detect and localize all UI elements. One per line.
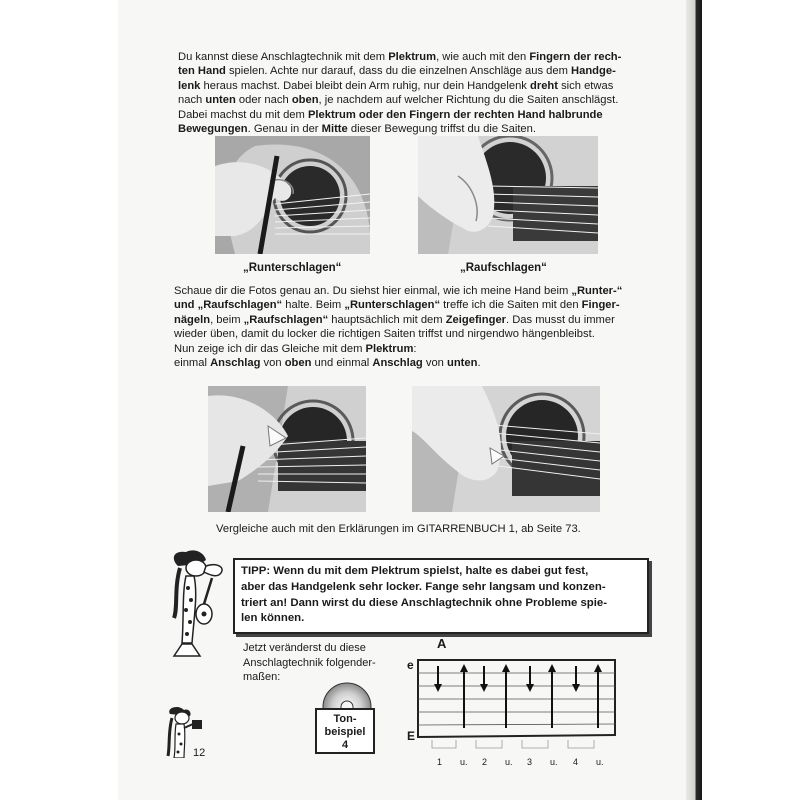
bold-run: „Raufschlagen“ — [243, 313, 329, 326]
bold-run: lenk — [178, 79, 201, 92]
bold-run: Plektrum — [388, 51, 437, 63]
caption-upstroke: „Raufschlagen“ — [460, 262, 547, 274]
bold-run: Anschlag — [210, 357, 261, 370]
strum-down-arrow — [526, 666, 534, 692]
beat-label: 1 — [437, 757, 443, 767]
bold-run: Zeigefinger — [445, 313, 507, 326]
text-line: nägeln, beim „Raufschlagen“ hauptsächlich mit dem Zeigefinger. Das musst du immer — [174, 313, 615, 326]
bold-run: „Runterschlagen“ — [344, 299, 441, 312]
bold-run: oben — [284, 357, 312, 370]
high-string-label: e — [407, 658, 414, 672]
bold-run: dreht — [530, 79, 558, 92]
book-spine-edge — [686, 0, 702, 800]
strum-up-arrow — [594, 664, 602, 728]
low-string-label: E — [407, 729, 416, 743]
reference-note: Vergleiche auch mit den Erklärungen im GITARRENBUCH 1, ab Seite 73. — [216, 523, 581, 535]
text-line: Schaue dir die Fotos genau an. Du siehst hier einmal, wie ich meine Hand beim „Runter-“ — [174, 285, 623, 297]
text-line: Dabei machst du mit dem Plektrum oder den Fingern der rechten Hand halbrunde — [178, 108, 603, 121]
bold-run: Plektrum oder den Fingern der rechten Hand halbrunde — [307, 108, 603, 121]
text-line: einmal Anschlag von oben und einmal Anschlag von unten. — [174, 357, 481, 370]
bold-run: unten — [447, 357, 478, 370]
bold-run: „Runter-“ — [571, 285, 623, 297]
photo-finger-upstroke — [418, 136, 598, 254]
text-line: Bewegungen. Genau in der Mitte dieser Bewegung triffst du die Saiten. — [178, 123, 536, 136]
beat-label: 3 — [527, 757, 533, 767]
text-line: wieder üben, damit du locker die richtigen Saiten triffst und nirgendwo hängenbleibst. — [174, 328, 595, 341]
photo-pick-downstroke — [208, 386, 366, 512]
bold-run: Anschlag — [372, 357, 423, 370]
text-line: lenk heraus machst. Dabei bleibt dein Arm ruhig, nur dein Handgelenk dreht sich etwas — [178, 79, 614, 92]
beat-label: 2 — [482, 757, 488, 767]
bold-run: oben — [291, 94, 319, 107]
beat-label: u. — [550, 757, 558, 767]
beat-label: u. — [596, 757, 604, 767]
bold-run: und „Raufschlagen“ — [174, 299, 283, 312]
guitar-player-mascot-icon — [160, 548, 232, 663]
tip-box — [233, 558, 649, 634]
variation-line: Jetzt veränderst du diese — [243, 642, 366, 654]
photo-finger-downstroke — [215, 136, 370, 254]
beat-label: u. — [505, 757, 513, 767]
bold-run: ten Hand — [178, 65, 226, 78]
beat-label: u. — [460, 757, 468, 767]
text-line: ten Hand spielen. Achte nur darauf, dass du die einzelnen Anschläge aus dem Handge- — [178, 65, 616, 78]
bold-run: Fingern der rech- — [529, 51, 622, 63]
variation-line: maßen: — [243, 671, 281, 683]
variation-intro-text — [243, 641, 376, 685]
text-line: Nun zeige ich dir das Gleiche mit dem Plektrum: — [174, 342, 417, 355]
text-line: nach unten oder nach oben, je nachdem auf welcher Richtung du die Saiten anschlägst. — [178, 94, 619, 107]
chord-label: A — [437, 636, 447, 651]
text-line: Du kannst diese Anschlagtechnik mit dem Plektrum, wie auch mit den Fingern der rech- — [178, 51, 622, 63]
bold-run: Bewegungen — [178, 123, 248, 136]
text-line: und „Raufschlagen“ halte. Beim „Runterschlagen“ treffe ich die Saiten mit den Finger- — [174, 299, 620, 312]
explanation-paragraph — [174, 284, 652, 370]
beat-label: 4 — [573, 757, 579, 767]
strum-down-arrow — [572, 666, 580, 692]
page-number: 12 — [193, 747, 206, 759]
strum-up-arrow — [502, 664, 510, 728]
bold-run: nägeln — [174, 313, 211, 326]
intro-paragraph — [178, 50, 654, 136]
variation-line: Anschlagtechnik folgender- — [243, 656, 376, 669]
caption-downstroke: „Runterschlagen“ — [243, 262, 342, 274]
bold-run: Plektrum — [365, 342, 414, 355]
audio-example-line1: Ton- — [333, 713, 357, 725]
strum-up-arrow — [548, 664, 556, 728]
tip-line: TIPP: Wenn du mit dem Plektrum spielst, halte es dabei gut fest, — [241, 565, 589, 577]
bold-run: Finger- — [581, 299, 620, 312]
photo-pick-upstroke — [412, 386, 600, 512]
tip-line: triert an! Dann wirst du diese Anschlagtechnik ohne Probleme spie- — [241, 596, 608, 609]
bold-run: Mitte — [321, 123, 348, 136]
bold-run: Handge- — [571, 65, 616, 78]
strum-pattern-diagram — [404, 636, 624, 796]
audio-example-line2: beispiel — [324, 726, 366, 738]
tip-line: aber das Handgelenk sehr locker. Fange sehr langsam und konzen- — [241, 580, 606, 593]
audio-example-badge[interactable] — [315, 708, 375, 754]
bold-run: unten — [205, 94, 236, 107]
strum-up-arrow — [460, 664, 468, 728]
strum-down-arrow — [434, 666, 442, 692]
audio-example-number: 4 — [341, 739, 349, 751]
strum-down-arrow — [480, 666, 488, 692]
tip-line: len können. — [241, 612, 305, 625]
